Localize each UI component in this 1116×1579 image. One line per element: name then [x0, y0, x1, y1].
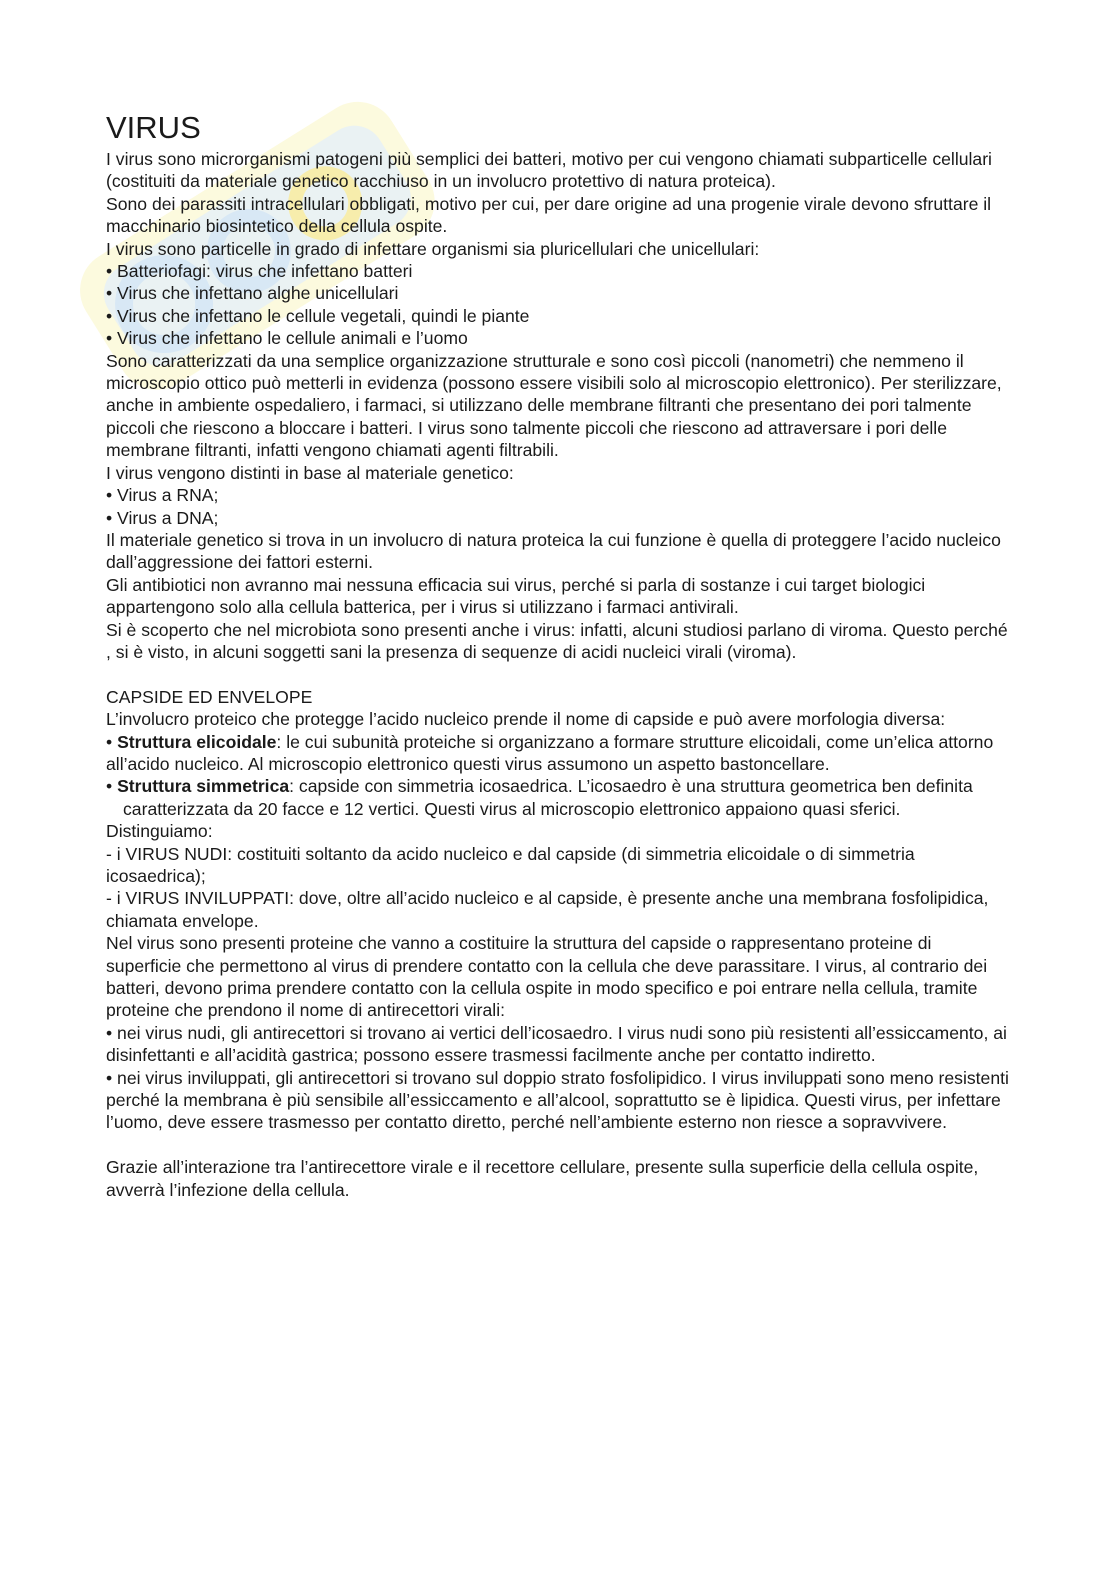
simmetrica-item [106, 775, 1011, 820]
section-heading: CAPSIDE ED ENVELOPE [106, 686, 313, 707]
document-page [106, 108, 1011, 1201]
list-item: • nei virus nudi, gli antirecettori si trovano ai vertici dell’icosaedro. I virus nudi sono più resistenti all’essiccamento, ai disinfettanti e all’acidità gastrica; possono essere trasmessi facilmente anche per contatto indiretto. [106, 1022, 1007, 1066]
intro-paragraph-3: I virus sono particelle in grado di infettare organismi sia pluricellulari che unicellulari: [106, 238, 760, 259]
elicoidale-label: Struttura elicoidale [117, 731, 277, 752]
virus-inviluppati-item: - i VIRUS INVILUPPATI: dove, oltre all’acido nucleico e al capside, è presente anche una membrana fosfolipidica, chiamata envelope. [106, 888, 989, 931]
intro-paragraph-8: Si è scoperto che nel microbiota sono presenti anche i virus: infatti, alcuni studiosi parlano di viroma. Questo perché , si è visto, in alcuni soggetti sani la presenza di sequenze di acidi nucleici virali (viroma). [106, 619, 1008, 662]
simmetrica-label: Struttura simmetrica [117, 776, 290, 797]
list-item: • Virus a DNA; [106, 507, 219, 528]
list-item: • nei virus inviluppati, gli antirecettori si trovano sul doppio strato fosfolipidico. I virus inviluppati sono meno resistenti perché la membrana è più sensibile all’essiccamento e all’alcool, soprattutto se è lipidica. Questi virus, per infettare l’uomo, deve essere trasmesso per contatto diretto, perché nell’ambiente esterno non riesce a sopravvivere. [106, 1067, 1009, 1133]
intro-paragraph-5: I virus vengono distinti in base al materiale genetico: [106, 462, 514, 483]
simmetrica-text: : capside con simmetria icosaedrica. L’icosaedro è una struttura geometrica ben definita caratterizzata da 20 facce e 12 vertici. Questi virus al microscopio elettronico appaiono quasi sferici. [123, 776, 973, 819]
intro-paragraph-4: Sono caratterizzati da una semplice organizzazione strutturale e sono così piccoli (nanometri) che nemmeno il microscopio ottico può metterli in evidenza (possono essere visibili solo al microscopio elettronico). Per sterilizzare, anche in ambiente ospedaliero, i farmaci, si utilizzano delle membrane filtranti che presentano dei pori talmente piccoli che riescono a bloccare i batteri. I virus sono talmente piccoli che riescono ad attraversare i pori delle membrane filtranti, infatti vengono chiamati agenti filtrabili. [106, 350, 1002, 461]
bullet: • [106, 731, 118, 752]
virus-nudi-item: - i VIRUS NUDI: costituiti soltanto da acido nucleico e dal capside (di simmetria elicoidale o di simmetria icosaedrica); [106, 843, 915, 886]
intro-paragraph-7: Gli antibiotici non avranno mai nessuna efficacia sui virus, perché si parla di sostanze i cui target biologici appartengono solo alla cellula batterica, per i virus si utilizzano i farmaci antivirali. [106, 574, 926, 618]
intro-paragraph-6: Il materiale genetico si trova in un involucro di natura proteica la cui funzione è quella di proteggere l’acido nucleico dall’aggressione dei fattori esterni. [106, 529, 1001, 573]
list-item: • Virus che infettano le cellule vegetali, quindi le piante [106, 305, 530, 326]
list-item: • Virus a RNA; [106, 485, 219, 506]
intro-paragraph-2: Sono dei parassiti intracellulari obbligati, motivo per cui, per dare origine ad una progenie virale devono sfruttare il macchinario biosintetico della cellula ospite. [106, 193, 992, 237]
list-item: • Batteriofagi: virus che infettano batteri [106, 261, 413, 282]
capside-paragraph-1: L’involucro proteico che protegge l’acido nucleico prende il nome di capside e può avere morfologia diversa: [106, 709, 946, 730]
page-title: VIRUS [106, 110, 201, 145]
capside-paragraph-4: Grazie all’interazione tra l’antirecettore virale e il recettore cellulare, presente sulla superficie della cellula ospite, avverrà l’infezione della cellula. [106, 1157, 979, 1200]
elicoidale-item [106, 731, 1011, 776]
elicoidale-text: : le cui subunità proteiche si organizzano a formare strutture elicoidali, come un’elica attorno all’acido nucleico. Al microscopio elettronico questi virus assumono un aspetto bastoncellare. [106, 731, 994, 774]
bullet: • [106, 776, 118, 797]
list-item: • Virus che infettano le cellule animali e l’uomo [106, 328, 468, 349]
intro-paragraph-1: I virus sono microrganismi patogeni più semplici dei batteri, motivo per cui vengono chiamati subparticelle cellulari (costituiti da materiale genetico racchiuso in un involucro protettivo di natura proteica). [106, 149, 992, 192]
capside-paragraph-3: Nel virus sono presenti proteine che vanno a costituire la struttura del capside o rappresentano proteine di superficie che permettono al virus di prendere contatto con la cellula che deve parassitare. I virus, al contrario dei batteri, devono prima prendere contatto con la cellula ospite in modo specifico e poi entrare nella cellula, tramite proteine che prendono il nome di antirecettori virali: [106, 933, 988, 1021]
list-item: • Virus che infettano alghe unicellulari [106, 283, 399, 304]
capside-paragraph-2: Distinguiamo: [106, 821, 213, 842]
